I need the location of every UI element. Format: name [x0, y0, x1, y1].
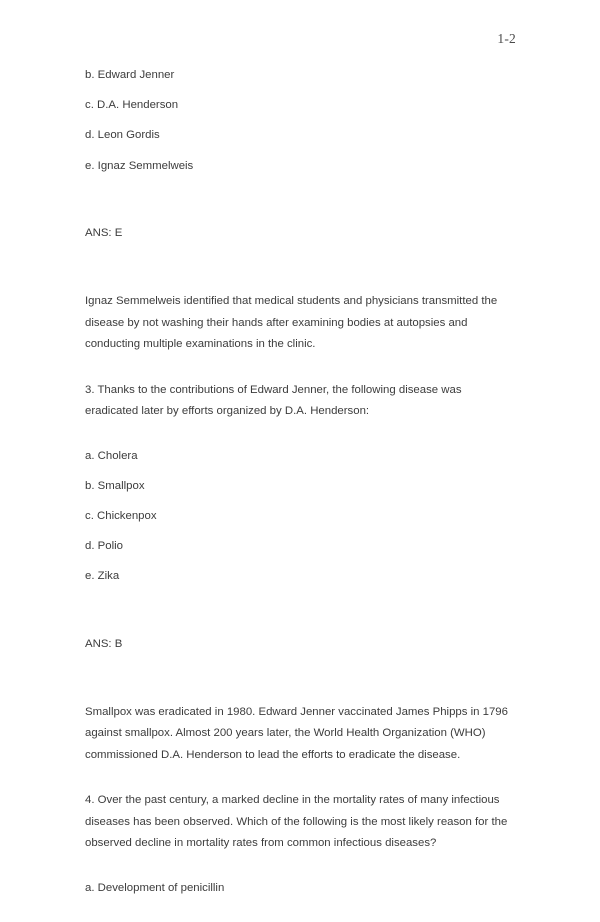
block-spacer	[85, 611, 515, 633]
answer-option: b. Smallpox	[85, 479, 145, 492]
answer-key: ANS: B	[85, 637, 123, 650]
block-spacer	[85, 855, 515, 877]
question-stem: 3. Thanks to the contributions of Edward Jenner, the following disease was eradicated later by efforts organized by D.A. Henderson:	[85, 383, 462, 418]
block-spacer	[85, 267, 515, 291]
answer-option: d. Polio	[85, 540, 123, 553]
explanation-paragraph: Ignaz Semmelweis identified that medical students and physicians transmitted the disease by not washing their hands after examining bodies at autopsies and conducting multiple examinations in the clinic.	[85, 295, 498, 351]
block-spacer	[85, 423, 515, 445]
answer-option: c. D.A. Henderson	[85, 99, 179, 112]
answer-option: a. Cholera	[85, 449, 138, 462]
answer-option: e. Ignaz Semmelweis	[85, 159, 194, 172]
answer-option: d. Leon Gordis	[85, 129, 160, 142]
page-number-header: 1-2	[497, 31, 516, 46]
answer-option: a. Development of penicillin	[85, 881, 225, 894]
question-stem: 4. Over the past century, a marked decline in the mortality rates of many infectious diseases has been observed. Which of the following is the most likely reason for the observed decline in mortality rates from common infectious diseases?	[85, 794, 508, 850]
document-body	[85, 64, 515, 922]
block-spacer	[85, 678, 515, 702]
answer-key: ANS: E	[85, 226, 123, 239]
answer-option: c. Chickenpox	[85, 509, 157, 522]
block-spacer	[85, 356, 515, 380]
explanation-paragraph: Smallpox was eradicated in 1980. Edward Jenner vaccinated James Phipps in 1796 against smallpox. Almost 200 years later, the World Health Organization (WHO) commissioned D.A. Henderson to lead the efforts to eradicate the disease.	[85, 705, 508, 761]
block-spacer	[85, 200, 515, 222]
block-spacer	[85, 766, 515, 790]
answer-option: b. Edward Jenner	[85, 69, 175, 81]
answer-option: e. Zika	[85, 570, 120, 583]
